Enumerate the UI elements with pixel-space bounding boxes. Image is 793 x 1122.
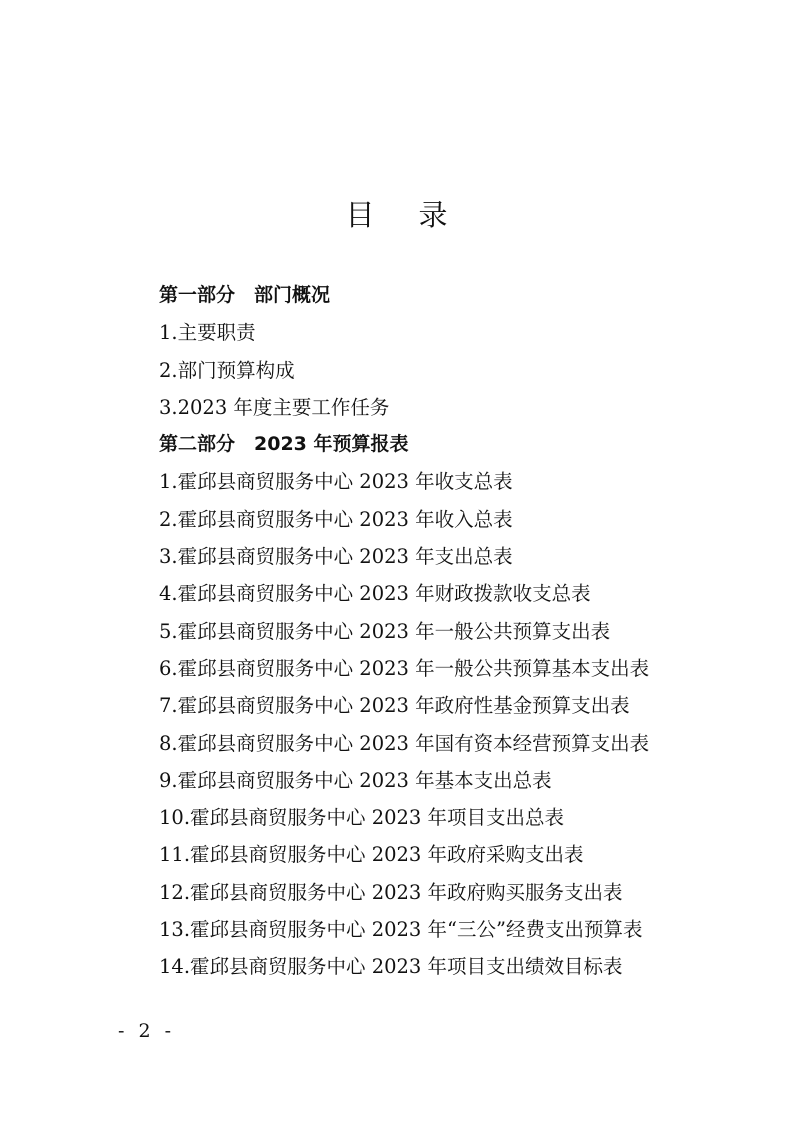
section-heading-part-1: 第一部分 部门概况 [159,284,331,306]
toc-entry: 11.霍邱县商贸服务中心 2023 年政府采购支出表 [159,843,584,867]
section-heading-part-2: 第二部分 2023 年预算报表 [159,433,409,456]
toc-entry: 3.2023 年度主要工作任务 [159,395,390,419]
toc-entry: 7.霍邱县商贸服务中心 2023 年政府性基金预算支出表 [159,694,630,718]
toc-entry: 1.主要职责 [159,321,256,345]
toc-entry: 9.霍邱县商贸服务中心 2023 年基本支出总表 [159,768,552,792]
toc-entry: 14.霍邱县商贸服务中心 2023 年项目支出绩效目标表 [159,955,623,979]
toc-entry: 4.霍邱县商贸服务中心 2023 年财政拨款收支总表 [159,582,591,606]
toc-entry: 5.霍邱县商贸服务中心 2023 年一般公共预算支出表 [159,619,611,643]
page-number: - 2 - [118,1020,176,1042]
toc-entry: 12.霍邱县商贸服务中心 2023 年政府购买服务支出表 [159,880,623,904]
toc-entry: 13.霍邱县商贸服务中心 2023 年“三公”经费支出预算表 [159,918,643,942]
toc-entry: 1.霍邱县商贸服务中心 2023 年收支总表 [159,470,513,494]
table-of-contents [159,277,719,986]
toc-entry: 3.霍邱县商贸服务中心 2023 年支出总表 [159,545,513,569]
toc-entry: 10.霍邱县商贸服务中心 2023 年项目支出总表 [159,806,565,830]
toc-entry: 2.部门预算构成 [159,358,295,382]
toc-entry: 6.霍邱县商贸服务中心 2023 年一般公共预算基本支出表 [159,656,650,680]
toc-entry: 8.霍邱县商贸服务中心 2023 年国有资本经营预算支出表 [159,731,650,755]
page-title: 目录 [345,198,492,232]
toc-entry: 2.霍邱县商贸服务中心 2023 年收入总表 [159,507,513,531]
